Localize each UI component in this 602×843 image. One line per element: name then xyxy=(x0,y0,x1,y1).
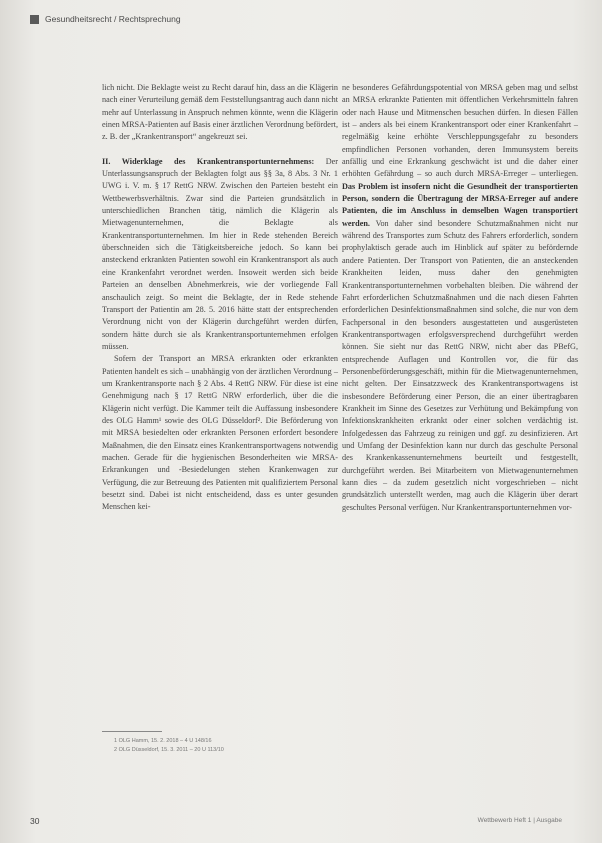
header-title: Gesundheitsrecht / Rechtsprechung xyxy=(45,14,181,24)
left-column xyxy=(102,82,338,514)
journal-name: Wettbewerb Heft 1 | Ausgabe xyxy=(477,817,562,824)
header-square-icon xyxy=(30,15,39,24)
right-column xyxy=(342,82,578,514)
right-text-2: Von daher sind besondere Schutzmaßnahmen nicht nur während des Transportes zum Schutz des Fahrers erforderlich, sondern prophylaktisch gerade auch im Hinblick auf später zu befördernde andere Patienten. Der Transport von Patienten, die an ansteckenden Krankheiten leiden, muss daher den genehmigten Krankentransportunternehmen vorbehalten bleiben. Die während der Fahrt erforderlichen Schutzmaßnahmen und die nach diesen Fahrten erforderlichen Desinfektionsmaßnahmen sind solche, die nur von dem Fachpersonal in den besonders ausgestatteten und ausgerüsteten Krankentransportwagen erfolgsversprechend durchgeführt werden können. Sie sieht nur das RettG NRW, nicht aber das PBefG, entsprechende Auflagen und Kontrollen vor, die für das Personenbeförderungsgeschäft, mithin für die Mietwagenunternehmen, nicht gelten. Der Einsatzzweck des Krankentransportwagens ist insbesondere Beförderung einer Person, die an einer übertragbaren Krankheit im Sinne des Gesetzes zur Verhütung und Bekämpfung von Infektionskrankheiten erkrankt oder einer solchen verdächtig ist. Infolgedessen das Fahrzeug zu reinigen und ggf. zu desinfizieren. Art und Umfang der Desinfektion kann nur durch das geschulte Personal des Krankenkassenunternehmens beurteilt und festgestellt, durchgeführt werden. Bei Mitarbeitern von Mietwagenunternehmen kann dies – da zudem gesetzlich nicht vorgeschrieben – nicht grundsätzlich unterstellt werden, mag auch die Klägerin über derart geschultes Personal verfügen. Nur Krankentransportunternehmen vor- xyxy=(342,218,578,512)
footnote-2: 2 OLG Düsseldorf, 15. 3. 2011 – 20 U 113/10 xyxy=(114,747,224,753)
section-heading: II. Widerklage des Krankentransportunternehmens: xyxy=(102,156,315,166)
right-paragraph xyxy=(342,82,578,514)
section-paragraph xyxy=(102,156,338,354)
left-paragraph-3: Sofern der Transport an MRSA erkrankten oder erkrankten Patienten handelt es sich – unabhängig von der ärztlichen Verordnung – um Krankentransporte nach § 2 Abs. 4 RettG NRW. Für diese ist eine Genehmigung nach § 17 RettG NRW erforderlich, über die die Klägerin nicht verfügt. Die Kammer teilt die Auffassung insbesondere des OLG Hamm¹ sowie des OLG Düsseldorf². Die Beförderung von mit MRSA besiedelten oder erkrankten Personen erfordert besondere Maßnahmen, die den Einsatz eines Krankentransportwagens notwendig machen. Gerade für die hygienischen Besonderheiten wie MRSA-Erkrankungen und -Besiedelungen stehen Krankenwagen zur Verfügung, die zur Betreuung des Patienten mit qualifiziertem Personal besetzt sind. Dabei ist nicht entscheidend, dass es unter gesunden Menschen kei- xyxy=(102,354,338,512)
footnotes xyxy=(114,737,314,755)
running-header xyxy=(30,12,181,26)
footnote-1: 1 OLG Hamm, 15. 2. 2018 – 4 U 148/16 xyxy=(114,738,212,744)
footnote-divider xyxy=(102,731,162,732)
left-paragraph-1: lich nicht. Die Beklagte weist zu Recht darauf hin, dass an die Klägerin nach einer Verurteilung gemäß dem Feststellungsantrag auch dann nicht mehr auf Unterlassung in Anspruch nehmen könnte, wenn die Klägerin einen MRSA-Patienten auf Basis einer ärztlichen Verordnung befördert, z. B. der „Krankentransport“ angekreuzt sei. xyxy=(102,83,338,142)
page-number: 30 xyxy=(30,816,40,826)
right-text-1: ne besonderes Gefährdungspotential von MRSA geben mag und selbst an MRSA erkrankte Patienten mit öffentlichen Verkehrsmitteln fahren oder nach Hause und Mitmenschen besuchen dürfen. In diesen Fällen ist – anders als bei einem Krankentransport oder einer Krankenfahrt – regelmäßig keine erhöhte Verschleppungsgefahr zu besonders empfindlichen Personen vorhanden, deren Immunsystem bereits anfällig und eine Erkrankung geschwächt ist und die daher einer erhöhten Gefährdung – so auch durch MRSA-Erreger – unterliegen. xyxy=(342,83,578,179)
right-emphasis: Das Problem ist insofern nicht die Gesundheit der transportierten Person, sondern die Übertragung der MRSA-Erreger auf andere Patienten, die im Anschluss in demselben Wagen transportiert werden. xyxy=(342,181,578,228)
section-body: Der Unterlassungsanspruch der Beklagten folgt aus §§ 3a, 8 Abs. 3 Nr. 1 UWG i. V. m. § 17 RettG NRW. Zwischen den Parteien besteht ein Wettbewerbsverhältnis. Zwar sind die Parteien grundsätzlich in unterschiedlichen Branchen tätig, nämlich die Klägerin als Mietwagenunternehmen, die Beklagte als Krankentransportunternehmen. Im hier in Rede stehenden Bereich überschneiden sich die Tätigkeitsbereiche jedoch. So kann bei ansteckend erkrankten Patienten sowohl ein Krankentransport als auch eine Krankenfahrt verordnet werden. Insoweit werden sich beide Parteien an denselben Abnehmerkreis, wie der vorliegende Fall anschaulich zeigt. So meint die Beklagte, der in Rede stehende Transport der Patientin am 28. 5. 2016 hätte statt der entsprechenden Verordnung nicht von der Klägerin durchgeführt werden dürfen, sondern hätte durch sie als Krankentransportunternehmen erfolgen müssen. xyxy=(102,156,338,351)
